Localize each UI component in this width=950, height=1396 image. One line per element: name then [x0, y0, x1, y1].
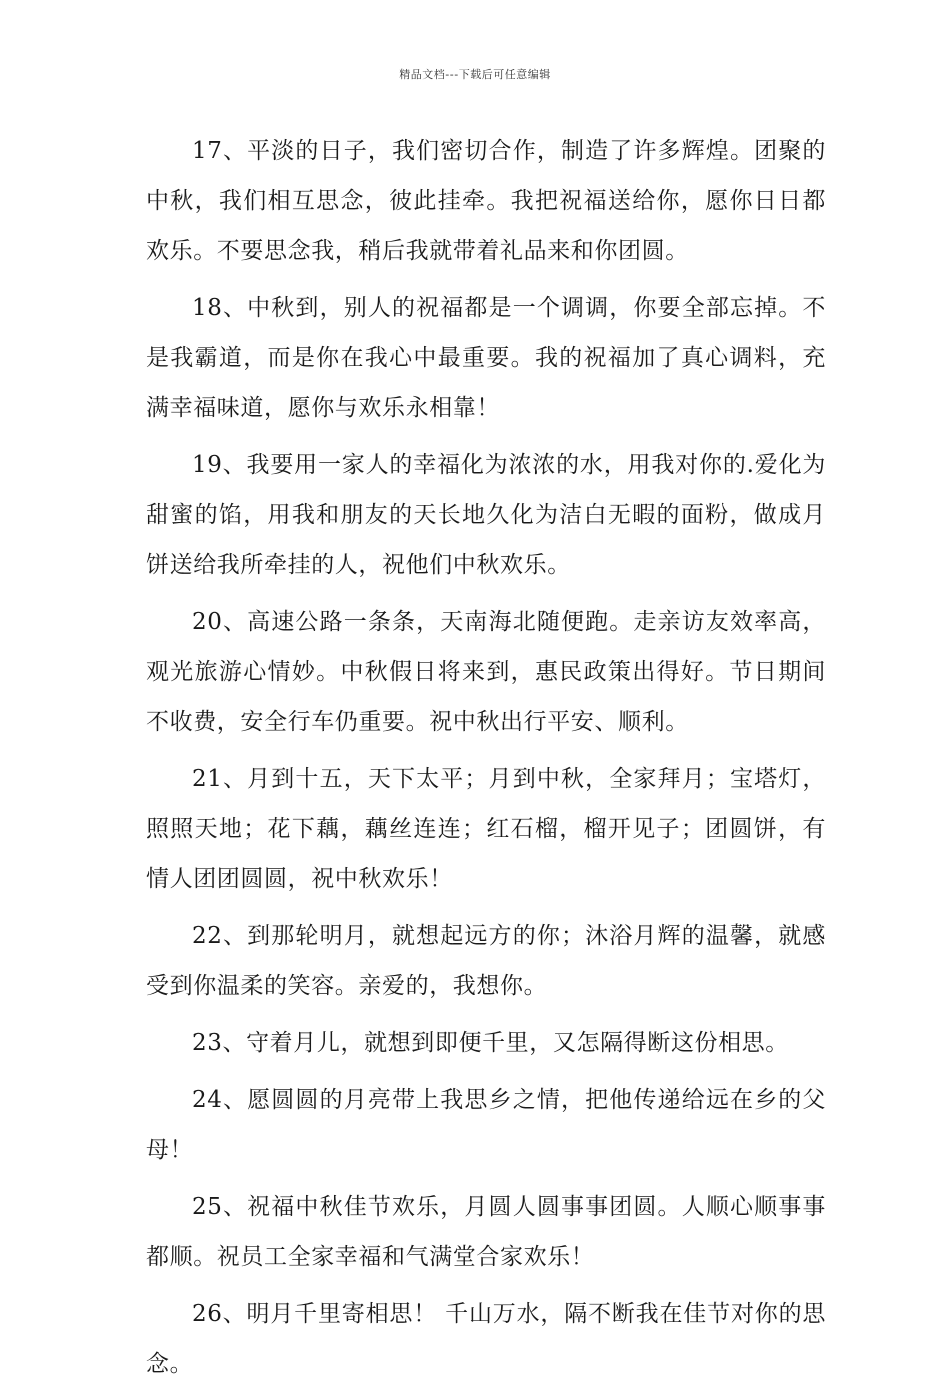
paragraph-25: 25、祝福中秋佳节欢乐，月圆人圆事事团圆。人顺心顺事事都顺。祝员工全家幸福和气满堂合家欢乐！ [146, 1194, 826, 1270]
paragraph-22: 22、到那轮明月，就想起远方的你；沐浴月辉的温馨，就感受到你温柔的笑容。亲爱的，我想你。 [146, 923, 826, 999]
paragraph-24: 24、愿圆圆的月亮带上我思乡之情，把他传递给远在乡的父母！ [146, 1087, 826, 1163]
document-body [146, 126, 826, 1396]
paragraph-19: 19、我要用一家人的幸福化为浓浓的水，用我对你的.爱化为甜蜜的馅，用我和朋友的天长地久化为洁白无暇的面粉，做成月饼送给我所牵挂的人，祝他们中秋欢乐。 [146, 452, 826, 578]
paragraph-23: 23、守着月儿，就想到即便千里，又怎隔得断这份相思。 [192, 1030, 789, 1056]
page-header: 精品文档---下载后可任意编辑 [399, 68, 551, 81]
paragraph-17: 17、平淡的日子，我们密切合作，制造了许多辉煌。团聚的中秋，我们相互思念，彼此挂牵。我把祝福送给你，愿你日日都欢乐。不要思念我，稍后我就带着礼品来和你团圆。 [146, 138, 826, 264]
paragraph-21: 21、月到十五，天下太平；月到中秋，全家拜月；宝塔灯，照照天地；花下藕，藕丝连连；红石榴，榴开见子；团圆饼，有情人团团圆圆，祝中秋欢乐！ [146, 766, 826, 892]
paragraph-20: 20、高速公路一条条，天南海北随便跑。走亲访友效率高，观光旅游心情妙。中秋假日将来到，惠民政策出得好。节日期间不收费，安全行车仍重要。祝中秋出行平安、顺利。 [146, 609, 826, 735]
paragraph-26: 26、明月千里寄相思！ 千山万水，隔不断我在佳节对你的思念。 [146, 1301, 826, 1377]
paragraph-18: 18、中秋到，别人的祝福都是一个调调，你要全部忘掉。不是我霸道，而是你在我心中最重要。我的祝福加了真心调料，充满幸福味道，愿你与欢乐永相靠！ [146, 295, 826, 421]
